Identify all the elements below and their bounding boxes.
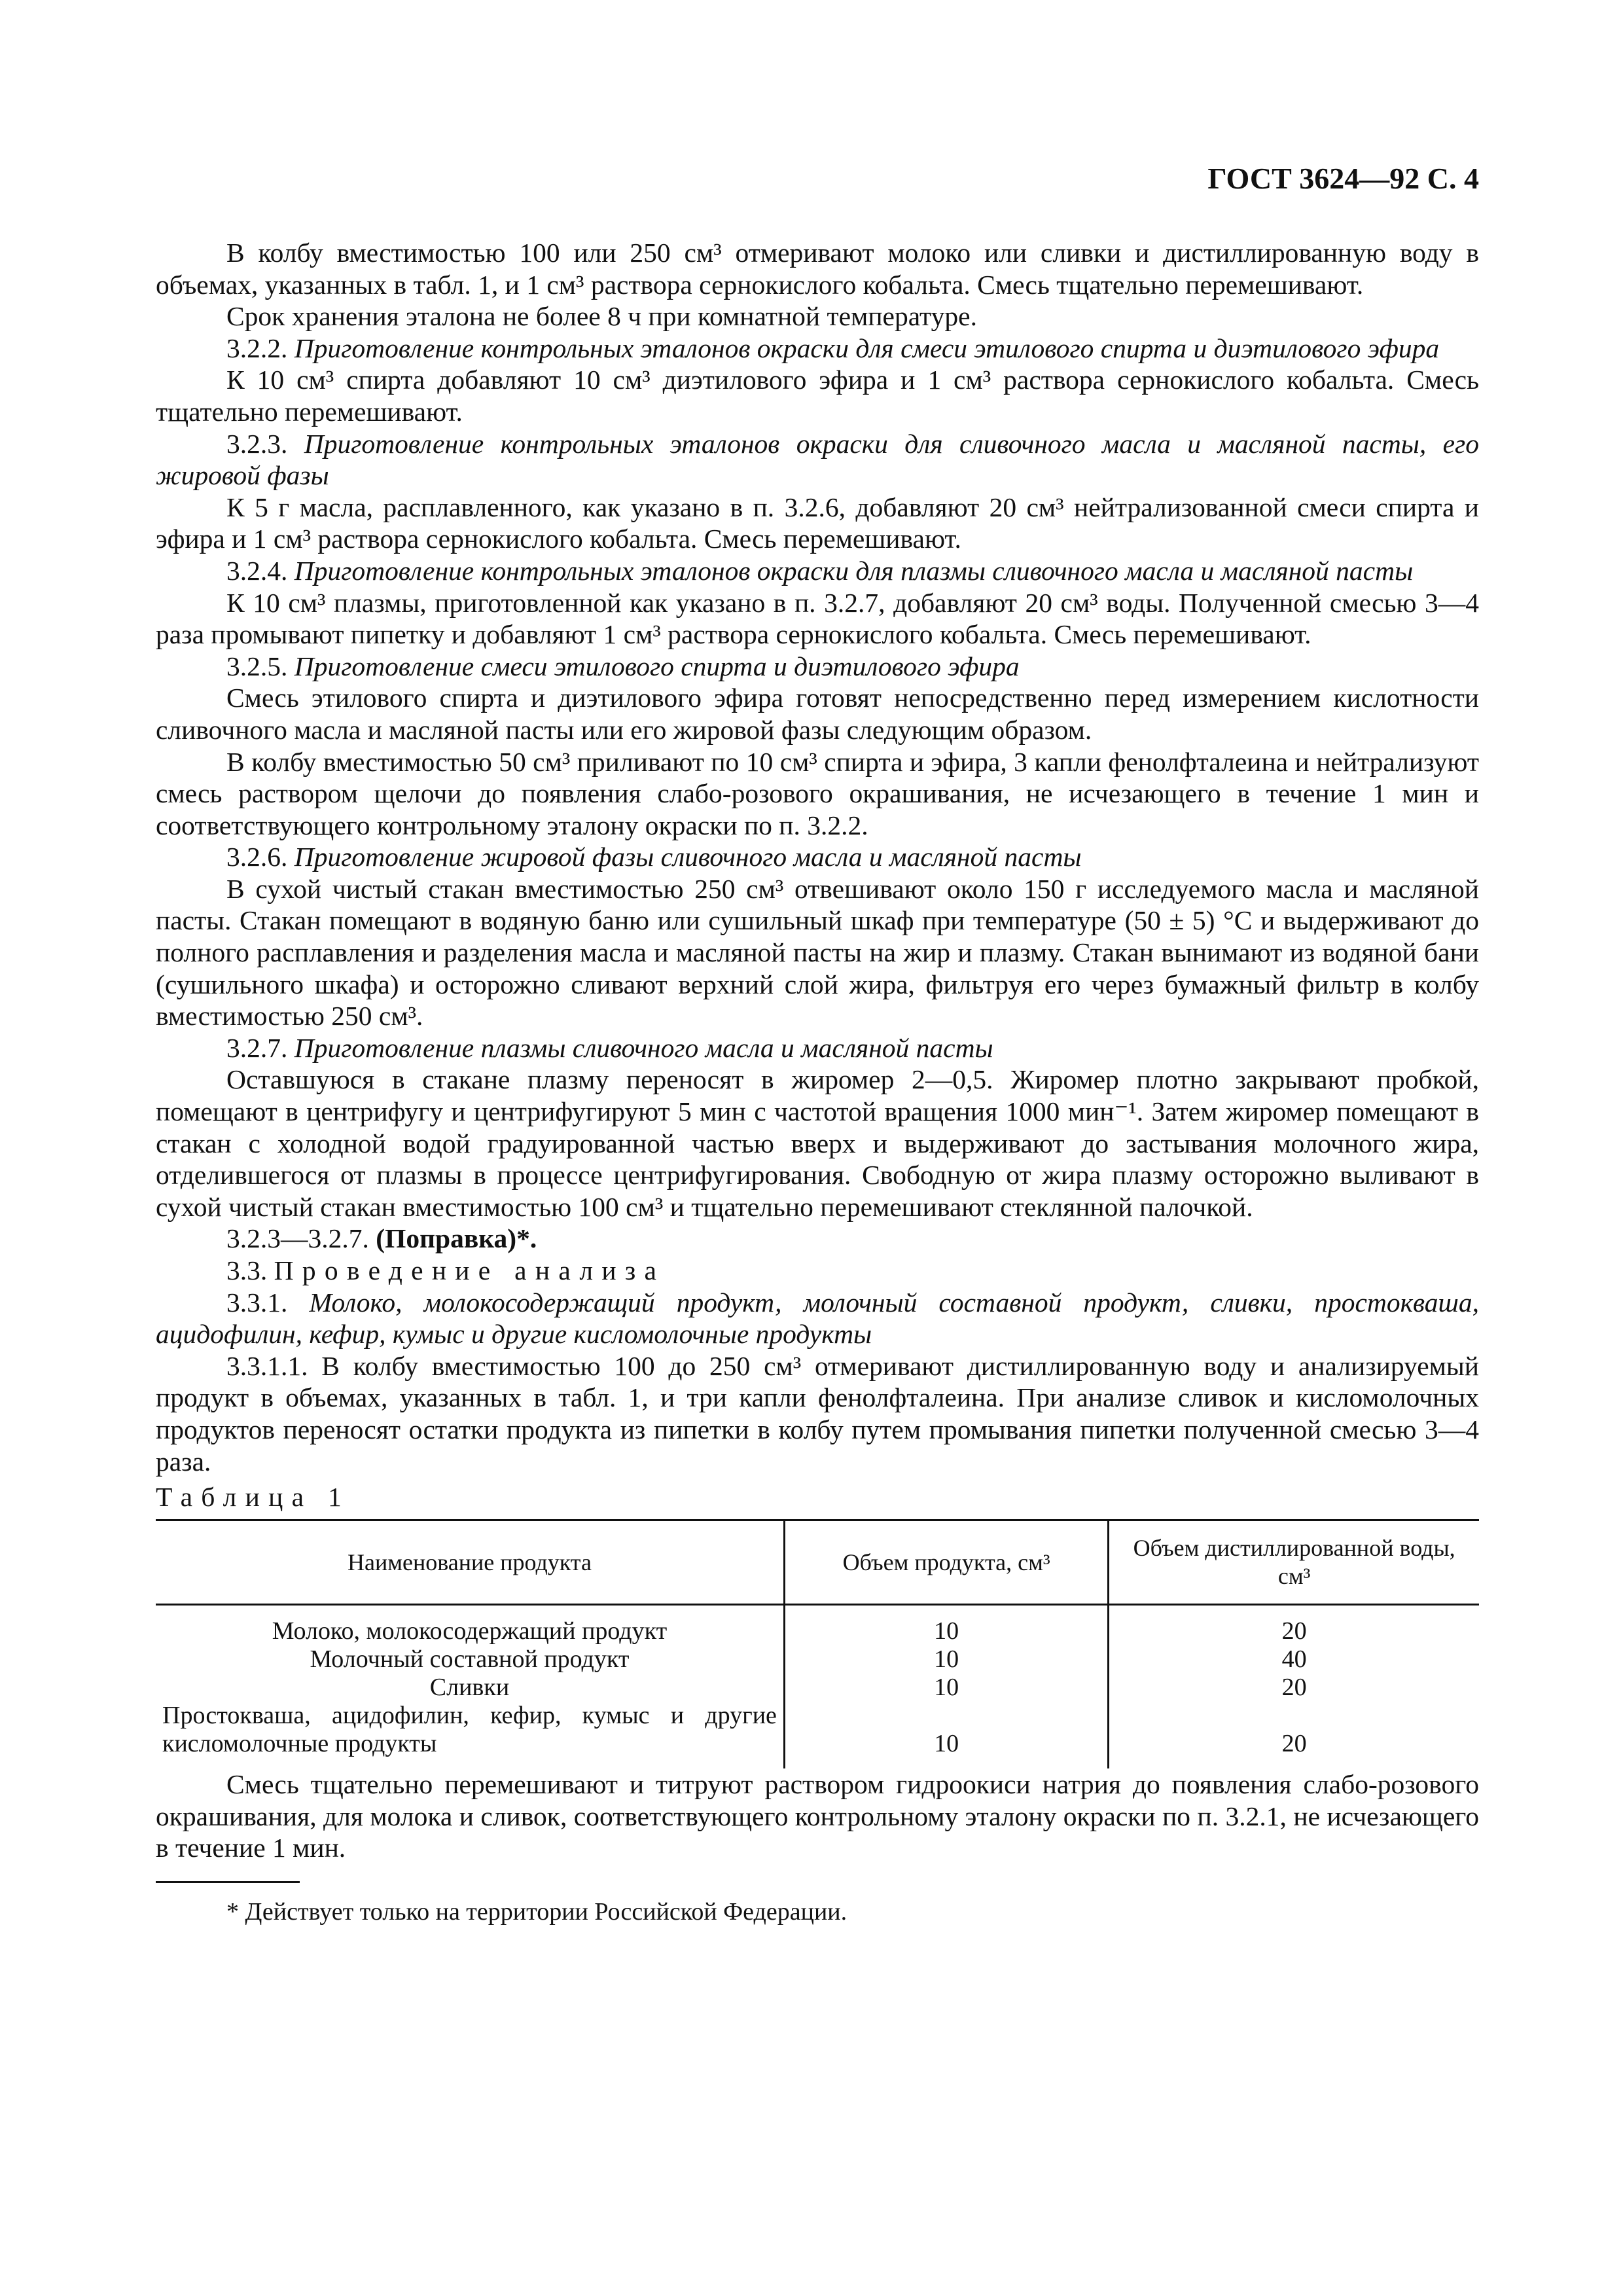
table-caption: Таблица 1 (156, 1482, 351, 1513)
product-name-cell: Простокваша, ацидофилин, кефир, кумыс и другие кисломолочные продукты (162, 1702, 777, 1758)
section-3-2-7-text: Оставшуюся в стакане плазму переносят в жиромер 2—0,5. Жиромер плотно закрывают пробкой, помещают в центрифугу и центрифугируют 5 мин с частотой вращения 1000 мин⁻¹. Затем жиромер помещают в стакан с холодной водой градуированной частью вверх и выдерживают до застывания молочного жира, отделившегося от плазмы в процессе центрифугирования. Свободную от жира плазму осторожно выливают в сухой чистый стакан вместимостью 100 см³ и тщательно перемешивают стеклянной палочкой. (156, 1064, 1479, 1222)
section-3-2-4-text: К 10 см³ плазмы, приготовленной как указано в п. 3.2.7, добавляют 20 см³ воды. Полученной смесью 3—4 раза промывают пипетку и добавляют 1 см³ раствора сернокислого кобальта. Смесь перемешивают. (156, 587, 1479, 650)
section-number: 3.2.5. (226, 651, 288, 681)
section-number: 3.2.6. (226, 842, 288, 872)
section-title: Приготовление смеси этилового спирта и диэтилового эфира (294, 651, 1020, 681)
section-number: 3.3.1. (226, 1287, 288, 1318)
section-3-2-2-heading (156, 332, 1479, 365)
section-title: Молоко, молокосодержащий продукт, молочный составной продукт, сливки, простокваша, ацидофилин, кефир, кумыс и другие кисломолочные продукты (156, 1287, 1479, 1350)
section-title: Приготовление контрольных эталонов окраски для сливочного масла и масляной пасты, его жировой фазы (156, 428, 1480, 491)
section-number: 3.3. (226, 1255, 268, 1285)
water-volume-cell: 20 (1109, 1674, 1479, 1702)
section-3-2-6-heading (156, 841, 1479, 873)
water-volume-cell: 20 (1109, 1702, 1479, 1768)
amendment-note (156, 1223, 1479, 1255)
footnote-divider (156, 1881, 300, 1883)
section-3-2-4-heading (156, 555, 1479, 587)
section-3-2-5-text: Смесь этилового спирта и диэтилового эфира готовят непосредственно перед измерением кислотности сливочного масла и масляной пасты или его жировой фазы следующим образом. (156, 683, 1479, 745)
section-3-2-5-text-2: В колбу вместимостью 50 см³ приливают по 10 см³ спирта и эфира, 3 капли фенолфталеина и нейтрализуют смесь раствором щелочи до появления слабо-розового окрашивания, не исчезающего в течение 1 мин и соответствующего контрольному эталону окраски по п. 3.2.2. (156, 746, 1479, 840)
paragraph-flask: В колбу вместимостью 100 или 250 см³ отмеривают молоко или сливки и дистиллированную воду в объемах, указанных в табл. 1, и 1 см³ раствора сернокислого кобальта. Смесь тщательно перемешивают. (156, 238, 1479, 300)
table-row (156, 1674, 1479, 1702)
product-name-cell: Молочный составной продукт (310, 1645, 630, 1674)
paragraph-storage: Срок хранения эталона не более 8 ч при комнатной температуре. (226, 301, 977, 332)
column-header-product-name: Наименование продукта (156, 1520, 784, 1605)
section-3-3-1-heading (156, 1287, 1479, 1350)
section-3-3-heading (156, 1255, 1479, 1287)
table-header-row (156, 1520, 1479, 1605)
product-volume-cell: 10 (784, 1702, 1108, 1768)
column-header-product-volume: Объем продукта, см³ (784, 1520, 1108, 1605)
section-3-2-6-text: В сухой чистый стакан вместимостью 250 см³ отвешивают около 150 г исследуемого масла и масляной пасты. Стакан помещают в водяную баню или сушильный шкаф при температуре (50 ± 5) °С и выдерживают до полного расплавления и разделения масла и масляной пасты на жир и плазму. Стакан вынимают из водяной бани (сушильного шкафа) и осторожно сливают верхний слой жира, фильтруя его через бумажный фильтр в колбу вместимостью 250 см³. (156, 873, 1479, 1031)
product-volume-cell: 10 (784, 1605, 1108, 1646)
page-header: ГОСТ 3624—92 С. 4 (1207, 162, 1479, 195)
section-3-2-3-heading (156, 428, 1479, 492)
section-title: Проведение анализа (274, 1255, 666, 1285)
section-title: Приготовление контрольных эталонов окраски для смеси этилового спирта и диэтилового эфира (294, 332, 1440, 363)
section-number: 3.2.2. (226, 332, 288, 363)
table-row (156, 1702, 1479, 1768)
product-volume-cell: 10 (784, 1645, 1108, 1674)
section-number: 3.2.4. (226, 555, 288, 586)
amendment-range: 3.2.3—3.2.7. (226, 1223, 369, 1254)
section-title: Приготовление контрольных эталонов окраски для плазмы сливочного масла и масляной пасты (294, 555, 1414, 586)
amendment-label: (Поправка)*. (376, 1223, 537, 1254)
paragraph-titration: Смесь тщательно перемешивают и титруют раствором гидроокиси натрия до появления слабо-розового окрашивания, для молока и сливок, соответствующего контрольному эталону окраски по п. 3.2.1, не исчезающего в течение 1 мин. (156, 1769, 1479, 1863)
footnote: * Действует только на территории Российской Федерации. (226, 1897, 847, 1926)
table-1 (156, 1519, 1479, 1768)
section-number: 3.2.7. (226, 1032, 288, 1063)
table-row (156, 1645, 1479, 1674)
section-3-2-7-heading (156, 1032, 1479, 1064)
column-header-water-volume: Объем дистиллированной воды, см³ (1109, 1520, 1479, 1605)
section-3-2-3-text: К 5 г масла, расплавленного, как указано в п. 3.2.6, добавляют 20 см³ нейтрализованной смеси спирта и эфира и 1 см³ раствора сернокислого кобальта. Смесь перемешивают. (156, 492, 1479, 554)
section-title: Приготовление жировой фазы сливочного масла и масляной пасты (294, 842, 1082, 872)
section-title: Приготовление плазмы сливочного масла и масляной пасты (294, 1032, 993, 1063)
section-number: 3.2.3. (226, 428, 288, 459)
product-volume-cell: 10 (784, 1674, 1108, 1702)
water-volume-cell: 40 (1109, 1645, 1479, 1674)
section-3-2-5-heading (156, 651, 1479, 683)
table-row (156, 1605, 1479, 1646)
product-name-cell: Сливки (429, 1674, 510, 1702)
water-volume-cell: 20 (1109, 1605, 1479, 1646)
product-name-cell: Молоко, молокосодержащий продукт (272, 1617, 668, 1645)
section-3-2-2-text: К 10 см³ спирта добавляют 10 см³ диэтилового эфира и 1 см³ раствора сернокислого кобальта. Смесь тщательно перемешивают. (156, 365, 1479, 427)
document-body (156, 237, 1479, 1928)
section-3-3-1-1-text: 3.3.1.1. В колбу вместимостью 100 до 250 см³ отмеривают дистиллированную воду и анализируемый продукт в объемах, указанных в табл. 1, и три капли фенолфталеина. При анализе сливок и кисломолочных продуктов переносят остатки продукта из пипетки в колбу путем промывания пипетки полученной смесью 3—4 раза. (156, 1350, 1479, 1477)
